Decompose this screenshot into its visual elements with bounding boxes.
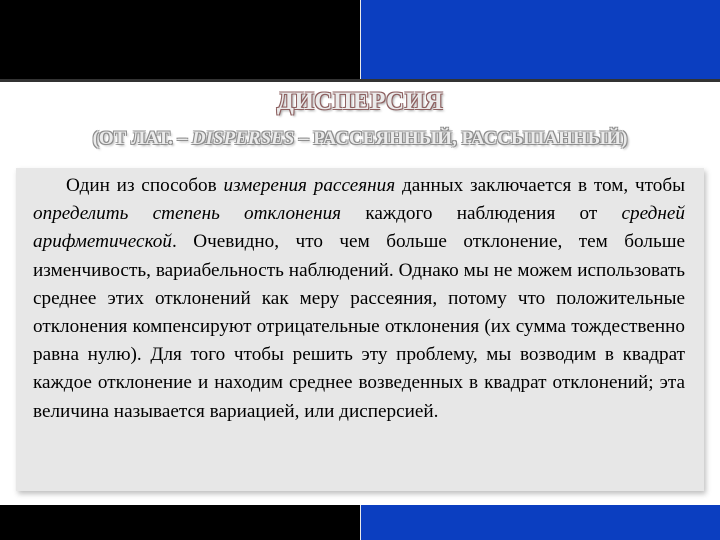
paragraph-emphasis: средней арифметической — [33, 203, 685, 253]
paragraph-emphasis: измерения рассеяния — [223, 175, 396, 196]
paragraph-segment: каждого наблюдения от — [341, 203, 622, 225]
footer-dark-block — [0, 505, 361, 540]
paragraph-segment: данных заключается в том, чтобы — [395, 175, 685, 196]
paragraph-segment: . Очевидно, что чем больше отклонение, тем больше изменчивость, вариабельность наблюдений. Однако мы не можем использовать среднее этих отклонений как меру рассеяния, потому что положительные отклонения компенсируют отрицательные отклонения (их сумма тождественно равна нулю). Для того чтобы решить эту проблему, мы возводим в квадрат каждое отклонение и находим среднее возведенных в квадрат отклонений; эта величина называется вариацией, или дисперсией. — [33, 231, 685, 422]
header-dark-block — [0, 0, 361, 79]
slide-subtitle — [0, 128, 720, 150]
slide-title: ДИСПЕРСИЯ — [276, 88, 444, 115]
header-divider — [0, 79, 720, 82]
definition-paragraph — [33, 172, 685, 426]
footer-blue-block — [361, 505, 720, 540]
subtitle-latin-term: DISPERSES — [191, 128, 295, 149]
paragraph-segment: Один из способов — [66, 175, 224, 196]
subtitle-prefix: (ОТ ЛАТ. – — [92, 128, 192, 149]
subtitle-translation: – РАССЕЯННЫЙ, РАССЫПАННЫЙ) — [294, 128, 628, 149]
header-blue-block — [361, 0, 720, 79]
paragraph-emphasis: определить степень отклонения — [33, 203, 342, 225]
